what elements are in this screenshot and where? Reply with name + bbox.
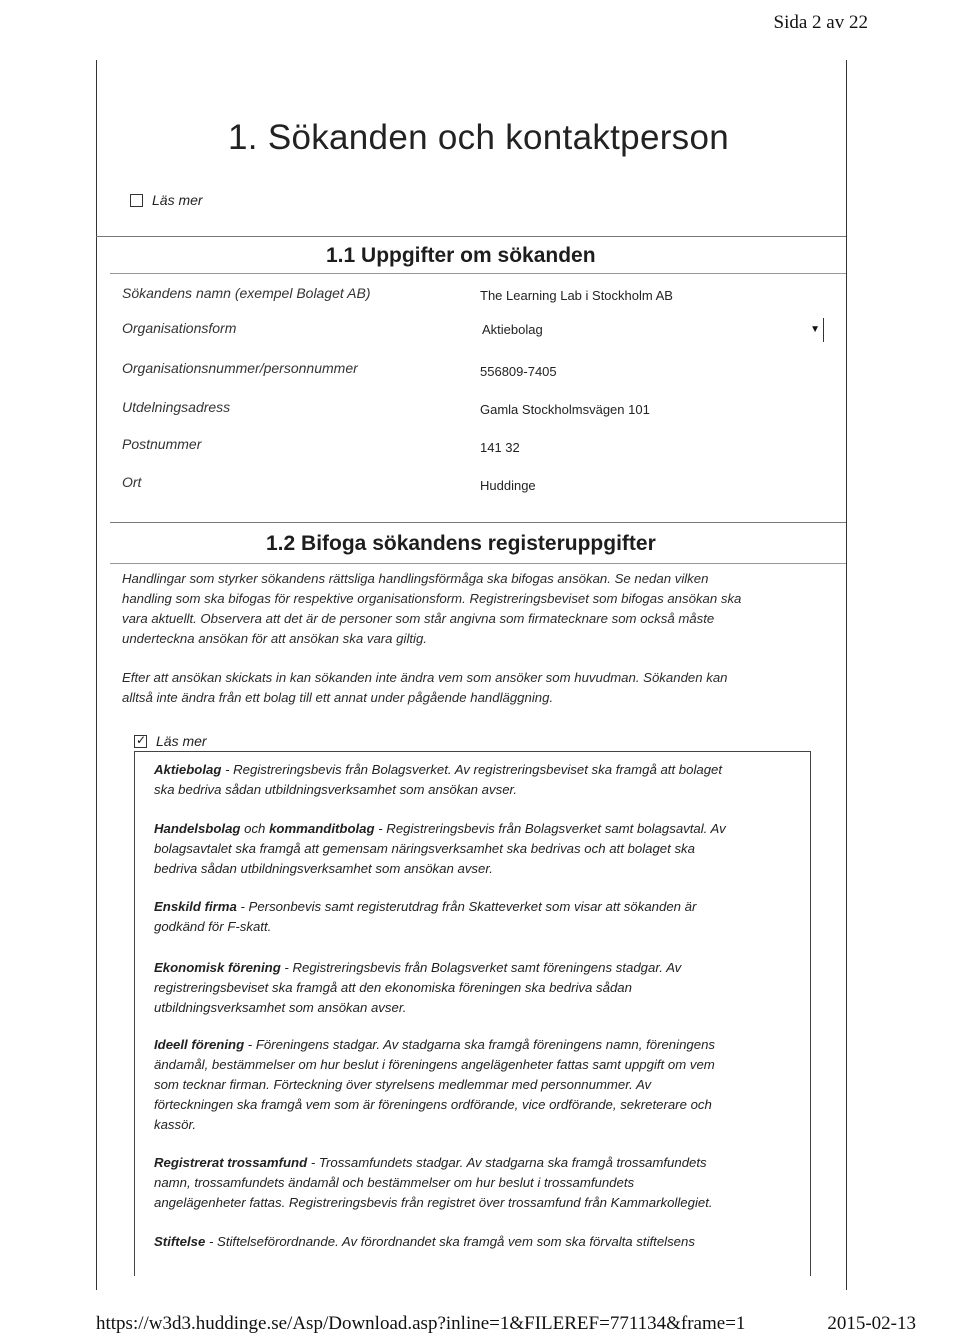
delivery-address-field[interactable]: Gamla Stockholmsvägen 101 [480, 402, 650, 417]
paragraph-line: alltså inte ändra från ett bolag till ett annat under pågående handläggning. [122, 690, 554, 705]
page-number: Sida 2 av 22 [773, 12, 868, 33]
entry-line [154, 1232, 786, 1252]
entry-line [154, 819, 786, 839]
entry-line [154, 839, 786, 859]
read-more-label[interactable]: Läs mer [152, 192, 203, 208]
section-heading-1-2: 1.2 Bifoga sökandens registeruppgifter [266, 532, 656, 555]
infobox-top-border [134, 751, 810, 752]
entry-text: förteckningen ska framgå vem som är föreningens ordförande, vice ordförande, sekreterare och [154, 1097, 712, 1112]
field-label-applicant-name: Sökandens namn (exempel Bolaget AB) [122, 285, 371, 301]
paragraph-line: vara aktuellt. Observera att det är de personer som står angivna som firmatecknare som också måste [122, 611, 715, 626]
read-more-checkbox[interactable] [130, 194, 143, 207]
entry-org-type: Handelsbolag [154, 821, 241, 836]
entry-org-type: Stiftelse [154, 1234, 206, 1249]
document-entry [154, 1153, 786, 1213]
entry-text: - Trossamfundets stadgar. Av stadgarna ska framgå trossamfundets [307, 1155, 707, 1170]
entry-text: registreringsbeviset ska framgå att den ekonomiska föreningen ska bedriva sådan [154, 980, 632, 995]
field-label-organisation-form: Organisationsform [122, 320, 237, 336]
entry-text: - Personbevis samt registerutdrag från Skatteverket som visar att sökanden är [236, 899, 697, 914]
section-divider [110, 563, 846, 564]
paragraph-line: handling som ska bifogas för respektive organisationsform. Registreringsbeviset som bifogas ansökan ska [122, 591, 742, 606]
entry-org-type: Aktiebolag [154, 762, 222, 777]
frame-right-border [846, 60, 847, 1290]
entry-line [154, 998, 786, 1018]
entry-line [154, 1173, 786, 1193]
entry-org-type: Ekonomisk förening [154, 960, 281, 975]
entry-text: - Stiftelseförordnande. Av förordnandet ska framgå vem som ska förvalta stiftelsens [205, 1234, 695, 1249]
entry-text: godkänd för F-skatt. [154, 919, 272, 934]
entry-text: ska bedriva sådan utbildningsverksamhet som ansökan avser. [154, 782, 518, 797]
paragraph-line: underteckna ansökan för att ansökan ska vara giltig. [122, 631, 427, 646]
document-entry [154, 1035, 786, 1135]
organisation-form-select[interactable] [472, 318, 820, 342]
field-label-delivery-address: Utdelningsadress [122, 399, 231, 415]
entry-text: namn, trossamfundets ändamål och bestämmelser om hur beslut i trossamfundets [154, 1175, 635, 1190]
org-number-field[interactable]: 556809-7405 [480, 364, 557, 379]
entry-line [154, 859, 786, 879]
entry-line [154, 1115, 786, 1135]
registration-info-paragraph [122, 569, 802, 649]
entry-text: - Registreringsbevis från Bolagsverket samt föreningens stadgar. Av [280, 960, 682, 975]
entry-line [154, 780, 786, 800]
chevron-down-icon[interactable]: ▼ [810, 324, 820, 335]
paragraph-line: Handlingar som styrker sökandens rättsliga handlingsförmåga ska bifogas ansökan. Se nedan vilken [122, 571, 709, 586]
entry-text: ändamål, bestämmelser om hur beslut i föreningens angelägenheter fattas samt uppgift om vem [154, 1057, 715, 1072]
entry-line [154, 1095, 786, 1115]
entry-text: som tecknar firman. Förteckning över styrelsens medlemmar med personnummer. Av [154, 1077, 652, 1092]
document-entry [154, 958, 786, 1018]
section-heading-1-1: 1.1 Uppgifter om sökanden [326, 244, 596, 267]
entry-org-type: Ideell förening [154, 1037, 245, 1052]
select-right-edge [823, 318, 824, 342]
entry-org-type: Enskild firma [154, 899, 237, 914]
organisation-form-value: Aktiebolag [482, 322, 543, 337]
entry-text: - Registreringsbevis från Bolagsverket. Av registreringsbeviset ska framgå att bolaget [221, 762, 723, 777]
postal-code-field[interactable]: 141 32 [480, 440, 520, 455]
city-field[interactable]: Huddinge [480, 478, 536, 493]
entry-text: - Registreringsbevis från Bolagsverket samt bolagsavtal. Av [374, 821, 726, 836]
paragraph-line: Efter att ansökan skickats in kan sökanden inte ändra vem som ansöker som huvudman. Sökanden kan [122, 670, 728, 685]
entry-text: bedriva sådan utbildningsverksamhet som ansökan avser. [154, 861, 493, 876]
document-entry [154, 1232, 786, 1252]
entry-line [154, 1055, 786, 1075]
document-entry [154, 760, 786, 800]
entry-text: och [240, 821, 270, 836]
entry-text: - Föreningens stadgar. Av stadgarna ska framgå föreningens namn, föreningens [244, 1037, 715, 1052]
frame-left-border [96, 60, 97, 1290]
entry-line [154, 917, 786, 937]
entry-line [154, 760, 786, 780]
applicant-name-field[interactable]: The Learning Lab i Stockholm AB [480, 288, 673, 303]
field-label-city: Ort [122, 474, 142, 490]
entry-text: utbildningsverksamhet som ansökan avser. [154, 1000, 407, 1015]
footer-url: https://w3d3.huddinge.se/Asp/Download.asp?inline=1&FILEREF=771134&frame=1 [96, 1313, 746, 1334]
section-divider [110, 273, 846, 274]
field-label-org-number: Organisationsnummer/personnummer [122, 360, 358, 376]
entry-line [154, 1035, 786, 1055]
entry-text: kassör. [154, 1117, 197, 1132]
section-divider [110, 522, 846, 523]
infobox-left-border [134, 751, 135, 1276]
applicant-change-paragraph [122, 668, 802, 708]
entry-line [154, 1193, 786, 1213]
page-title: 1. Sökanden och kontaktperson [228, 118, 729, 157]
entry-line [154, 1075, 786, 1095]
document-entry [154, 819, 786, 879]
entry-line [154, 897, 786, 917]
entry-line [154, 978, 786, 998]
read-more-checkbox[interactable] [134, 735, 147, 748]
entry-org-type: kommanditbolag [269, 821, 375, 836]
document-entry [154, 897, 786, 937]
infobox-right-border [810, 751, 811, 1276]
footer-date: 2015-02-13 [827, 1313, 916, 1334]
field-label-postal-code: Postnummer [122, 436, 202, 452]
entry-line [154, 1153, 786, 1173]
entry-line [154, 958, 786, 978]
read-more-label[interactable]: Läs mer [156, 733, 207, 749]
entry-org-type: Registrerat trossamfund [154, 1155, 308, 1170]
section-divider [96, 236, 846, 237]
entry-text: angelägenheter fattas. Registreringsbevis från registret över trossamfund från Kammarkollegiet. [154, 1195, 713, 1210]
entry-text: bolagsavtalet ska framgå att gemensam näringsverksamhet ska bedrivas och att bolaget ska [154, 841, 695, 856]
